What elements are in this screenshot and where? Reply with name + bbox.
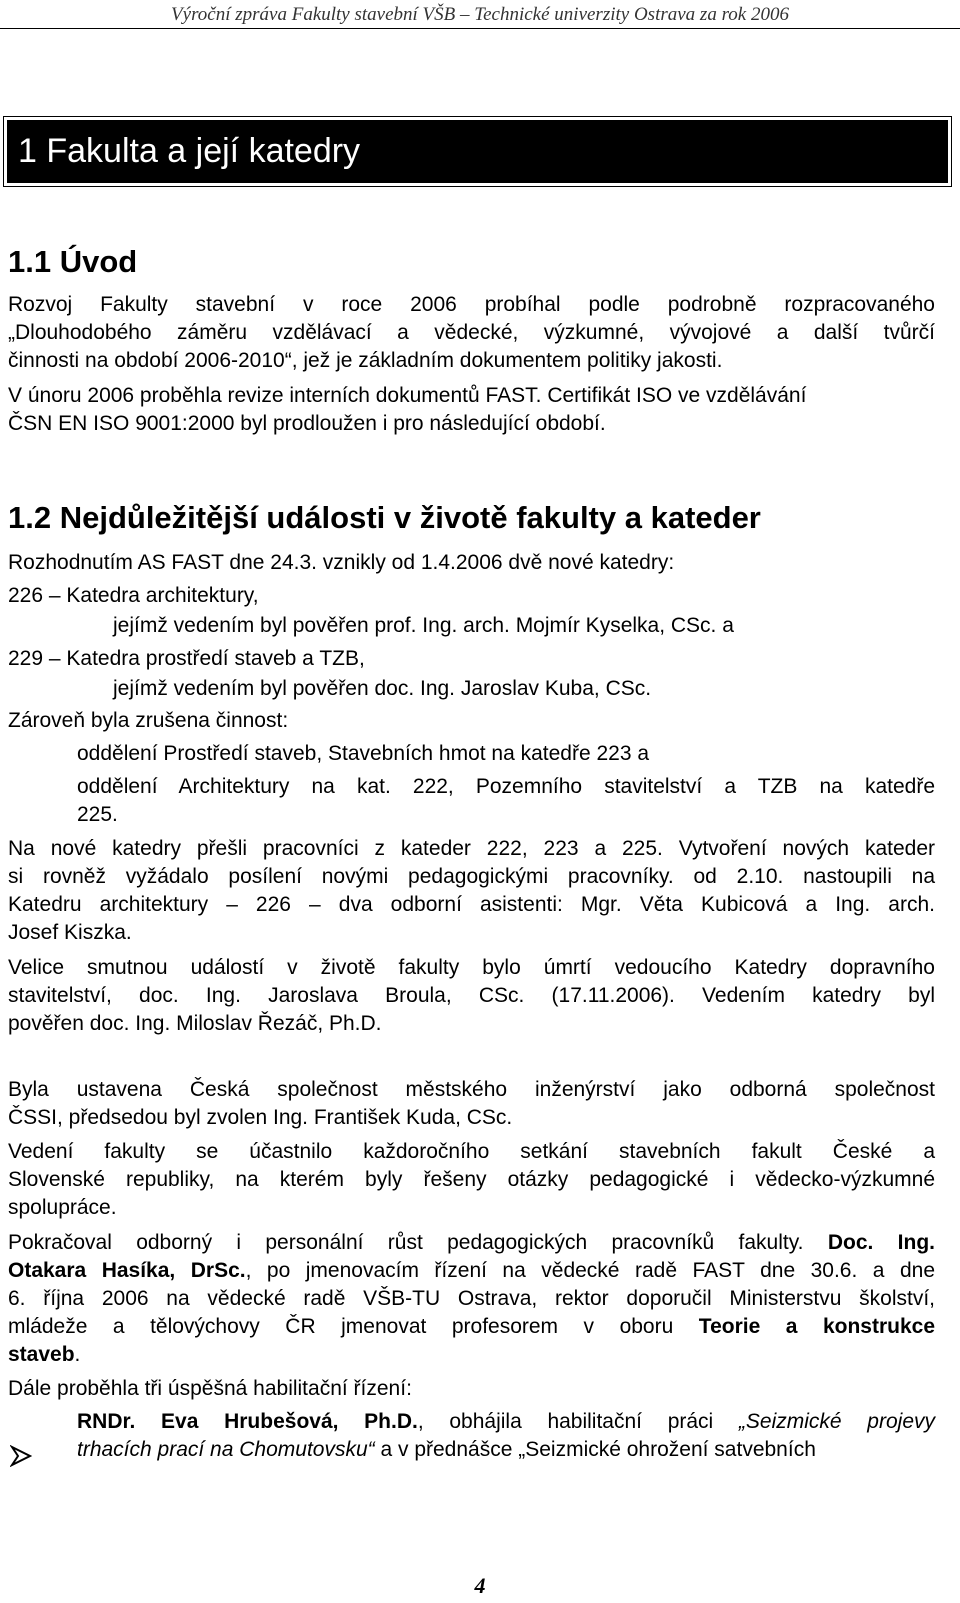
text-line: ČSSI, předsedou byl zvolen Ing. František Kuda, CSc. <box>8 1106 513 1129</box>
habilitation-item-1 <box>77 1408 935 1464</box>
text-line: 225. <box>77 803 118 826</box>
text-line: Rozvoj Fakulty stavební v roce 2006 probíhal podle podrobně rozpracovaného <box>8 293 935 316</box>
growth-field-part2: staveb <box>8 1343 75 1366</box>
habilitation-text: a v přednášce „Seizmické ohrožení satvebních <box>380 1438 816 1461</box>
paragraph-meeting <box>8 1138 935 1222</box>
text-line: spolupráce. <box>8 1196 117 1219</box>
paragraph-iso <box>8 382 935 438</box>
page-number: 4 <box>474 1573 486 1598</box>
new-departments-intro: Rozhodnutím AS FAST dne 24.3. vznikly od 1.4.2006 dvě nové katedry: <box>8 551 675 574</box>
habilitation-thesis-part1: „Seizmické projevy <box>738 1410 935 1433</box>
cancelled-item-1: oddělení Prostředí staveb, Stavebních hmot na katedře 223 a <box>77 742 650 765</box>
department-226-head: jejímž vedením byl pověřen prof. Ing. arch. Mojmír Kyselka, CSc. a <box>113 614 734 637</box>
paragraph-death <box>8 954 935 1038</box>
department-229-head: jejímž vedením byl pověřen doc. Ing. Jaroslav Kuba, CSc. <box>113 677 652 700</box>
paragraph-growth <box>8 1229 935 1369</box>
section-1-2-title: 1.2 Nejdůležitější události v životě fakulty a kateder <box>8 500 761 535</box>
paragraph-cssi <box>8 1076 935 1132</box>
growth-text: . <box>74 1343 81 1366</box>
paragraph-intro <box>8 291 935 375</box>
paragraph-staff <box>8 835 935 947</box>
text-line: V únoru 2006 proběhla revize interních dokumentů FAST. Certifikát ISO ve vzdělávání <box>8 384 807 407</box>
arrow-bullet-icon <box>10 1445 32 1467</box>
growth-text: , po jmenovacím řízení na vědecké radě FAST dne 30.6. a dne <box>245 1259 936 1282</box>
habilitation-name: RNDr. Eva Hrubešová, Ph.D. <box>77 1410 418 1433</box>
running-header: Výroční zpráva Fakulty stavební VŠB – Technické univerzity Ostrava za rok 2006 <box>171 4 789 25</box>
text-line: si rovněž vyžádalo posílení novými pedagogickými pracovníky. od 2.10. nastoupili na <box>8 865 935 888</box>
text-line: činnosti na období 2006-2010“, jež je základním dokumentem politiky jakosti. <box>8 349 723 372</box>
chapter-title-box <box>3 116 952 187</box>
growth-text: mládeže a tělovýchovy ČR jmenovat profesorem v oboru <box>8 1315 674 1338</box>
text-line <box>8 1341 935 1369</box>
growth-name-part2: Otakara Hasíka, DrSc. <box>8 1259 246 1282</box>
text-line: Vedení fakulty se účastnilo každoročního setkání stavebních fakult České a <box>8 1140 935 1163</box>
text-line: Katedru architektury – 226 – dva odborní asistenti: Mgr. Věta Kubicová a Ing. arch. <box>8 893 935 916</box>
department-226: 226 – Katedra architektury, <box>8 584 259 607</box>
cancelled-intro: Zároveň byla zrušena činnost: <box>8 709 289 732</box>
text-line: Slovenské republiky, na kterém byly řešeny otázky pedagogické i vědecko-výzkumné <box>8 1168 935 1191</box>
habilitation-text: , obhájila habilitační práci <box>417 1410 714 1433</box>
text-line: stavitelství, doc. Ing. Jaroslava Broula, CSc. (17.11.2006). Vedením katedry byl <box>8 984 935 1007</box>
growth-name-part1: Doc. Ing. <box>827 1231 935 1254</box>
section-1-1-title: 1.1 Úvod <box>8 244 138 279</box>
text-line <box>77 1408 935 1436</box>
text-line: Josef Kiszka. <box>8 921 132 944</box>
chapter-title: 1 Fakulta a její katedry <box>7 120 948 183</box>
header-rule <box>0 28 960 29</box>
text-line: oddělení Architektury na kat. 222, Pozemního stavitelství a TZB na katedře <box>77 775 935 798</box>
text-line: Velice smutnou událostí v životě fakulty bylo úmrtí vedoucího Katedry dopravního <box>8 956 935 979</box>
cancelled-item-2 <box>77 773 935 829</box>
text-line <box>8 1313 935 1341</box>
text-line: „Dlouhodobého záměru vzdělávací a vědecké, výzkumné, vývojové a další tvůrčí <box>8 321 935 344</box>
text-line <box>77 1436 935 1464</box>
growth-field-part1: Teorie a konstrukce <box>698 1315 935 1338</box>
growth-text: Pokračoval odborný i personální růst pedagogických pracovníků fakulty. <box>8 1231 804 1254</box>
habilitation-intro: Dále proběhla tři úspěšná habilitační řízení: <box>8 1377 412 1400</box>
text-line: ČSN EN ISO 9001:2000 byl prodloužen i pro následující období. <box>8 412 606 435</box>
habilitation-thesis-part2: trhacích prací na Chomutovsku“ <box>77 1438 375 1461</box>
text-line <box>8 1257 935 1285</box>
text-line <box>8 1229 935 1257</box>
text-line: Na nové katedry přešli pracovníci z kateder 222, 223 a 225. Vytvoření nových kateder <box>8 837 935 860</box>
text-line: Byla ustavena Česká společnost městského inženýrství jako odborná společnost <box>8 1078 935 1101</box>
text-line: pověřen doc. Ing. Miloslav Řezáč, Ph.D. <box>8 1012 382 1035</box>
department-229: 229 – Katedra prostředí staveb a TZB, <box>8 647 365 670</box>
text-line: 6. října 2006 na vědecké radě VŠB-TU Ostrava, rektor doporučil Ministerstvu školství, <box>8 1287 935 1310</box>
